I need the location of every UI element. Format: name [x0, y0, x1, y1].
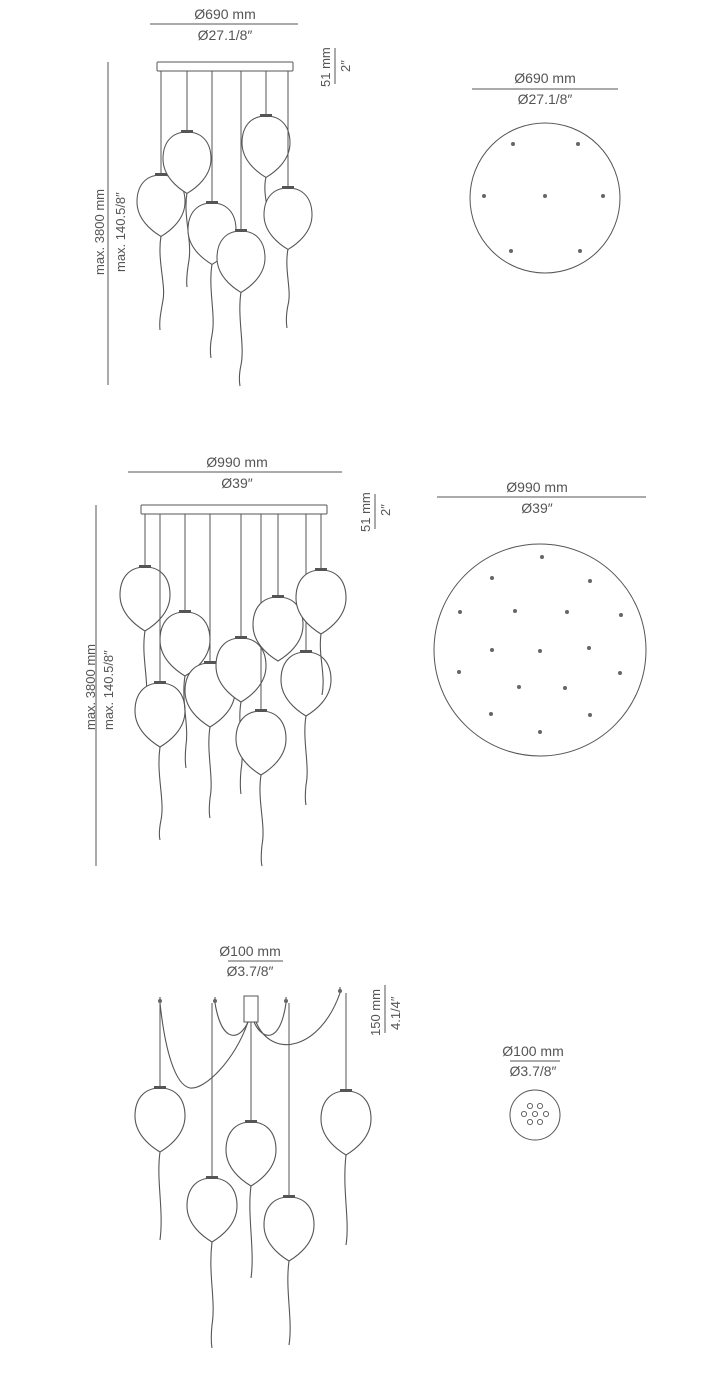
canopy: [244, 996, 258, 1022]
height-dimension: [92, 62, 128, 385]
side-view-690: [92, 6, 353, 386]
canopy: [157, 62, 293, 71]
pendant: [187, 1003, 237, 1348]
canopy: [141, 505, 327, 514]
canopy-dimension: [368, 985, 403, 1036]
diameter-in-label: Ø3.7/8″: [509, 1063, 557, 1079]
height-mm-label: max. 3800 mm: [83, 644, 98, 730]
diameter-mm-label: Ø990 mm: [506, 479, 568, 495]
canopy-mm-label: 51 mm: [318, 47, 333, 87]
pendant: [120, 514, 170, 700]
canopy-mm-label: 51 mm: [358, 492, 373, 532]
top-view-690: [470, 70, 620, 273]
pendant: [135, 514, 185, 840]
height-mm-label: max. 3800 mm: [92, 189, 107, 275]
diameter-in-label: Ø39″: [221, 475, 253, 491]
pendants: [120, 514, 346, 866]
pendant: [188, 71, 236, 358]
canopy-dimension: [358, 492, 393, 532]
pendant: [264, 1003, 314, 1345]
height-in-label: max. 140.5/8″: [113, 192, 128, 272]
side-view-100: [135, 943, 403, 1348]
diameter-in-label: Ø27.1/8″: [517, 91, 573, 107]
pendant: [264, 71, 312, 328]
canopy-in-label: 2″: [338, 60, 353, 72]
top-view-990: [434, 479, 646, 756]
side-view-990: [83, 454, 393, 866]
diameter-in-label: Ø27.1/8″: [197, 27, 253, 43]
canopy-in-label: 2″: [378, 504, 393, 516]
pendants: [135, 993, 371, 1348]
diameter-mm-label: Ø100 mm: [219, 943, 281, 959]
height-dimension: [83, 505, 116, 866]
canopy-dimension: [318, 47, 353, 87]
pendant: [321, 993, 371, 1245]
top-view-100: [502, 1043, 563, 1140]
pendant: [135, 1003, 185, 1240]
canopy-in-label: 4.1/4″: [388, 996, 403, 1030]
diameter-in-label: Ø3.7/8″: [226, 963, 274, 979]
canopy-mm-label: 150 mm: [368, 989, 383, 1036]
diameter-mm-label: Ø990 mm: [206, 454, 268, 470]
diameter-mm-label: Ø690 mm: [514, 70, 576, 86]
diameter-dimension: [150, 6, 298, 43]
diameter-mm-label: Ø100 mm: [502, 1043, 564, 1059]
pendant: [137, 71, 185, 330]
diameter-mm-label: Ø690 mm: [194, 6, 256, 22]
diameter-dimension: [128, 454, 342, 491]
diameter-dimension: [219, 943, 283, 979]
pendant: [281, 514, 331, 805]
height-in-label: max. 140.5/8″: [101, 650, 116, 730]
diameter-in-label: Ø39″: [521, 500, 553, 516]
pendants: [137, 71, 312, 386]
